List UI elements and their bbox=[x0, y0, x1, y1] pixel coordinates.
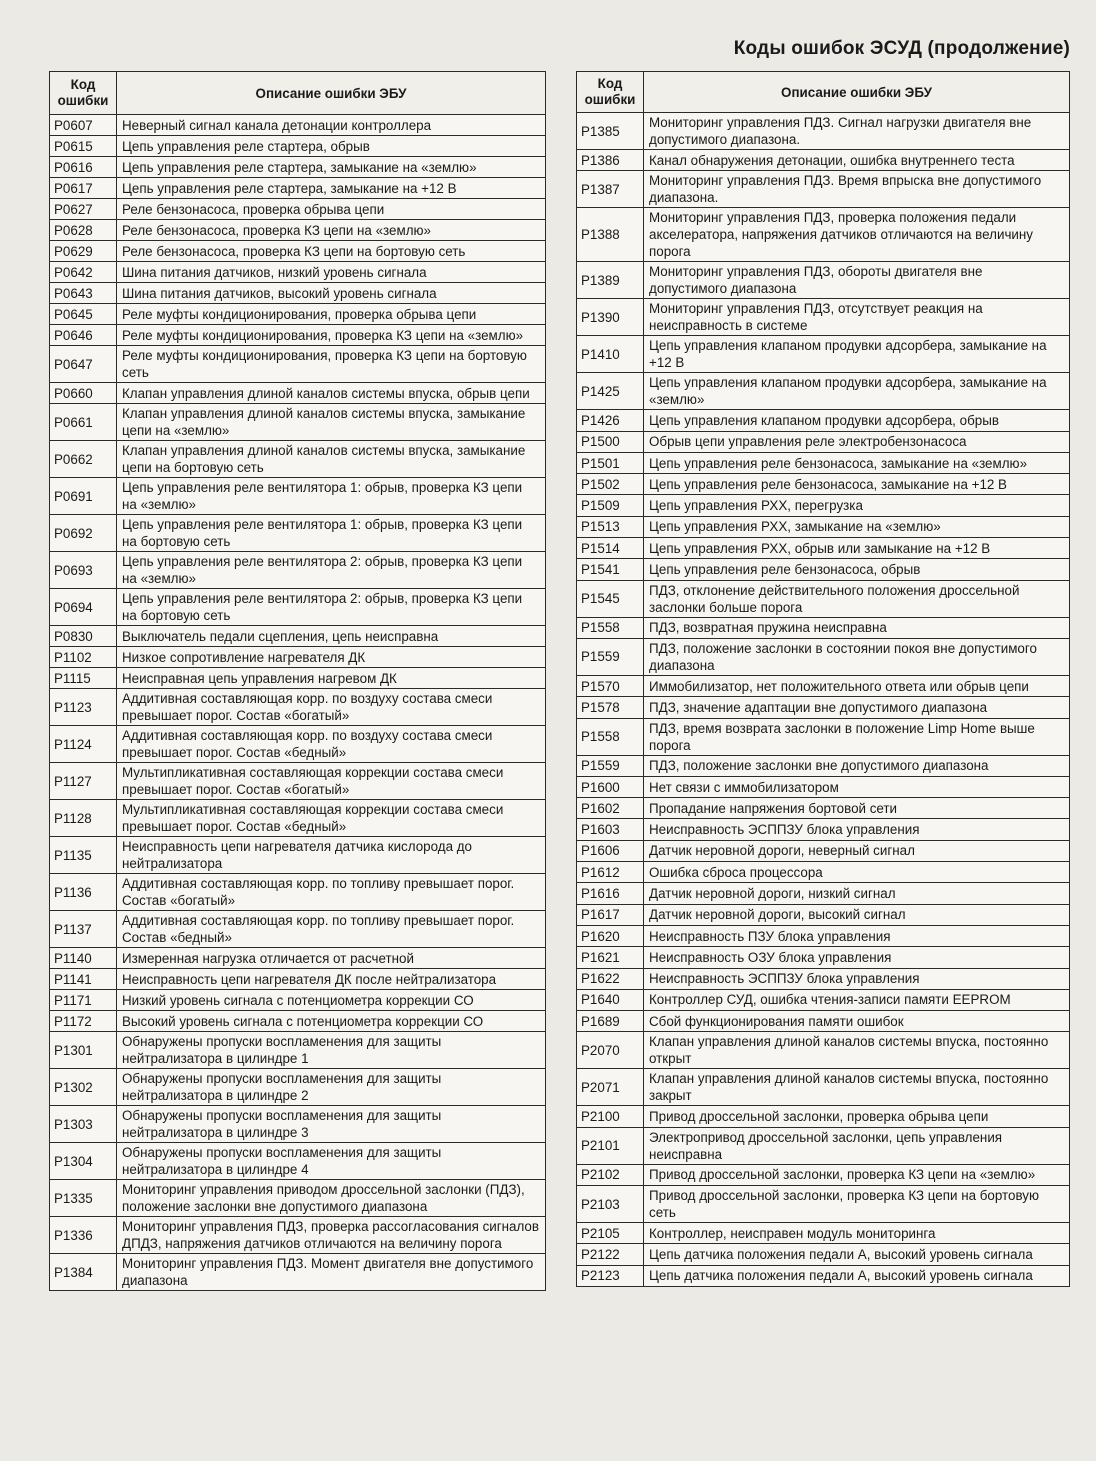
error-description: Цепь управления реле стартера, замыкание на «землю» bbox=[117, 157, 546, 178]
error-description: Обнаружены пропуски воспламенения для защиты нейтрализатора в цилиндре 1 bbox=[117, 1032, 546, 1069]
error-code: P2105 bbox=[577, 1223, 644, 1244]
error-code: P1387 bbox=[577, 171, 644, 208]
table-row bbox=[50, 1217, 546, 1254]
error-code: P1502 bbox=[577, 474, 644, 495]
error-code: P0615 bbox=[50, 136, 117, 157]
error-description: Датчик неровной дороги, низкий сигнал bbox=[644, 883, 1070, 904]
error-description: Цепь управления реле вентилятора 2: обрыв, проверка КЗ цепи на «землю» bbox=[117, 552, 546, 589]
error-description: Датчик неровной дороги, неверный сигнал bbox=[644, 840, 1070, 861]
error-code: P0645 bbox=[50, 304, 117, 325]
table-row bbox=[50, 178, 546, 199]
table-row bbox=[577, 904, 1070, 925]
error-description: Реле муфты кондиционирования, проверка обрыва цепи bbox=[117, 304, 546, 325]
error-description: Мониторинг управления ПДЗ, обороты двигателя вне допустимого диапазона bbox=[644, 262, 1070, 299]
error-code: P1606 bbox=[577, 840, 644, 861]
error-description: Пропадание напряжения бортовой сети bbox=[644, 798, 1070, 819]
table-body-left bbox=[50, 115, 546, 1291]
table-row bbox=[577, 516, 1070, 537]
error-code: P1603 bbox=[577, 819, 644, 840]
table-row bbox=[50, 1143, 546, 1180]
error-description: Измеренная нагрузка отличается от расчетной bbox=[117, 948, 546, 969]
error-code: P1389 bbox=[577, 262, 644, 299]
table-row bbox=[50, 515, 546, 552]
error-description: Реле бензонасоса, проверка КЗ цепи на бортовую сеть bbox=[117, 241, 546, 262]
error-description: Клапан управления длиной каналов системы впуска, постоянно закрыт bbox=[644, 1069, 1070, 1106]
error-code: P0661 bbox=[50, 404, 117, 441]
error-code: P1426 bbox=[577, 410, 644, 431]
page-title: Коды ошибок ЭСУД (продолжение) bbox=[733, 38, 1070, 59]
error-description: Мультипликативная составляющая коррекции состава смеси превышает порог. Состав «богатый» bbox=[117, 763, 546, 800]
error-description: Неверный сигнал канала детонации контроллера bbox=[117, 115, 546, 136]
table-row bbox=[577, 718, 1070, 755]
error-code: P0830 bbox=[50, 626, 117, 647]
table-row bbox=[577, 171, 1070, 208]
error-description: Мониторинг управления ПДЗ, проверка рассогласования сигналов ДПДЗ, напряжения датчиков отличаются на величину порога bbox=[117, 1217, 546, 1254]
error-code: P0694 bbox=[50, 589, 117, 626]
error-description: Мониторинг управления ПДЗ, проверка положения педали акселератора, напряжения датчиков отличаются на величину порога bbox=[644, 208, 1070, 262]
error-description: Аддитивная составляющая корр. по топливу превышает порог. Состав «богатый» bbox=[117, 874, 546, 911]
table-row bbox=[577, 1265, 1070, 1286]
error-description: ПДЗ, время возврата заслонки в положение Limp Home выше порога bbox=[644, 718, 1070, 755]
error-code: P2071 bbox=[577, 1069, 644, 1106]
table-row bbox=[50, 262, 546, 283]
table-row bbox=[577, 1011, 1070, 1032]
error-description: ПДЗ, положение заслонки в состоянии покоя вне допустимого диапазона bbox=[644, 638, 1070, 675]
table-row bbox=[577, 431, 1070, 452]
error-code: P0646 bbox=[50, 325, 117, 346]
error-code: P1558 bbox=[577, 718, 644, 755]
error-code: P1616 bbox=[577, 883, 644, 904]
error-code: P1425 bbox=[577, 373, 644, 410]
table-row bbox=[50, 668, 546, 689]
error-code: P2102 bbox=[577, 1164, 644, 1185]
error-code: P2100 bbox=[577, 1106, 644, 1127]
table-row bbox=[50, 283, 546, 304]
code-column-header: Код ошибки bbox=[50, 72, 117, 115]
error-code: P0662 bbox=[50, 441, 117, 478]
error-code: P1602 bbox=[577, 798, 644, 819]
table-row bbox=[577, 1032, 1070, 1069]
error-description: Контроллер СУД, ошибка чтения-записи памяти EEPROM bbox=[644, 989, 1070, 1010]
table-row bbox=[50, 1254, 546, 1291]
error-description: Сбой функционирования памяти ошибок bbox=[644, 1011, 1070, 1032]
error-description: Привод дроссельной заслонки, проверка обрыва цепи bbox=[644, 1106, 1070, 1127]
table-row bbox=[577, 262, 1070, 299]
error-description: ПДЗ, положение заслонки вне допустимого диапазона bbox=[644, 755, 1070, 776]
error-code: P1124 bbox=[50, 726, 117, 763]
table-row bbox=[577, 755, 1070, 776]
error-code: P1102 bbox=[50, 647, 117, 668]
error-code: P1689 bbox=[577, 1011, 644, 1032]
error-code: P1617 bbox=[577, 904, 644, 925]
error-description: Обнаружены пропуски воспламенения для защиты нейтрализатора в цилиндре 4 bbox=[117, 1143, 546, 1180]
error-description: Шина питания датчиков, низкий уровень сигнала bbox=[117, 262, 546, 283]
error-code: P1390 bbox=[577, 299, 644, 336]
error-description: Цепь управления РХХ, перегрузка bbox=[644, 495, 1070, 516]
table-row bbox=[577, 1127, 1070, 1164]
table-row bbox=[50, 478, 546, 515]
description-column-header: Описание ошибки ЭБУ bbox=[117, 72, 546, 115]
table-row bbox=[50, 948, 546, 969]
error-code: P2070 bbox=[577, 1032, 644, 1069]
error-code: P1622 bbox=[577, 968, 644, 989]
error-description: Неисправность ОЗУ блока управления bbox=[644, 947, 1070, 968]
error-code: P1541 bbox=[577, 559, 644, 580]
error-code: P1136 bbox=[50, 874, 117, 911]
error-description: Высокий уровень сигнала с потенциометра коррекции СО bbox=[117, 1011, 546, 1032]
error-code: P1304 bbox=[50, 1143, 117, 1180]
error-description: Мультипликативная составляющая коррекции состава смеси превышает порог. Состав «бедный» bbox=[117, 800, 546, 837]
table-row bbox=[50, 1106, 546, 1143]
table-row bbox=[50, 726, 546, 763]
table-row bbox=[50, 837, 546, 874]
error-description: Аддитивная составляющая корр. по воздуху состава смеси превышает порог. Состав «бедный» bbox=[117, 726, 546, 763]
error-description: Канал обнаружения детонации, ошибка внутреннего теста bbox=[644, 150, 1070, 171]
error-code: P1559 bbox=[577, 638, 644, 675]
table-row bbox=[577, 559, 1070, 580]
error-description: Цепь управления реле стартера, обрыв bbox=[117, 136, 546, 157]
table-row bbox=[50, 874, 546, 911]
error-code: P1303 bbox=[50, 1106, 117, 1143]
error-code: P1600 bbox=[577, 776, 644, 797]
table-row bbox=[50, 220, 546, 241]
table-row bbox=[577, 1164, 1070, 1185]
table-row bbox=[577, 452, 1070, 473]
table-row bbox=[577, 968, 1070, 989]
error-code: P0629 bbox=[50, 241, 117, 262]
table-row bbox=[577, 697, 1070, 718]
error-description: Низкое сопротивление нагревателя ДК bbox=[117, 647, 546, 668]
error-description: Аддитивная составляющая корр. по топливу превышает порог. Состав «бедный» bbox=[117, 911, 546, 948]
error-code: P1640 bbox=[577, 989, 644, 1010]
table-row bbox=[50, 763, 546, 800]
error-code: P1141 bbox=[50, 969, 117, 990]
error-description: Низкий уровень сигнала с потенциометра коррекции СО bbox=[117, 990, 546, 1011]
error-code: P0691 bbox=[50, 478, 117, 515]
error-codes-table-right bbox=[576, 71, 1070, 1287]
error-code: P2122 bbox=[577, 1244, 644, 1265]
table-row bbox=[50, 325, 546, 346]
table-row bbox=[50, 1032, 546, 1069]
error-description: Цепь управления РХХ, замыкание на «землю» bbox=[644, 516, 1070, 537]
table-header-row bbox=[577, 72, 1070, 113]
table-row bbox=[50, 969, 546, 990]
error-code: P0660 bbox=[50, 383, 117, 404]
error-description: Нет связи с иммобилизатором bbox=[644, 776, 1070, 797]
table-row bbox=[50, 1180, 546, 1217]
error-code: P1302 bbox=[50, 1069, 117, 1106]
table-row bbox=[577, 617, 1070, 638]
table-row bbox=[577, 1069, 1070, 1106]
error-code: P2101 bbox=[577, 1127, 644, 1164]
table-row bbox=[577, 989, 1070, 1010]
table-row bbox=[50, 346, 546, 383]
table-row bbox=[577, 495, 1070, 516]
error-code: P0617 bbox=[50, 178, 117, 199]
table-row bbox=[50, 647, 546, 668]
error-code: P0647 bbox=[50, 346, 117, 383]
table-row bbox=[577, 474, 1070, 495]
table-row bbox=[577, 299, 1070, 336]
table-row bbox=[50, 115, 546, 136]
error-description: Цепь управления реле бензонасоса, замыкание на +12 В bbox=[644, 474, 1070, 495]
table-row bbox=[577, 819, 1070, 840]
table-row bbox=[577, 208, 1070, 262]
error-code: P1301 bbox=[50, 1032, 117, 1069]
error-description: Обрыв цепи управления реле электробензонасоса bbox=[644, 431, 1070, 452]
error-description: ПДЗ, значение адаптации вне допустимого диапазона bbox=[644, 697, 1070, 718]
error-code: P0607 bbox=[50, 115, 117, 136]
error-description: Привод дроссельной заслонки, проверка КЗ цепи на бортовую сеть bbox=[644, 1186, 1070, 1223]
error-code: P1509 bbox=[577, 495, 644, 516]
table-row bbox=[577, 776, 1070, 797]
error-codes-table-left bbox=[49, 71, 546, 1291]
table-row bbox=[577, 1186, 1070, 1223]
table-row bbox=[50, 1011, 546, 1032]
error-code: P1115 bbox=[50, 668, 117, 689]
error-code: P1545 bbox=[577, 580, 644, 617]
error-description: Мониторинг управления ПДЗ. Время впрыска вне допустимого диапазона. bbox=[644, 171, 1070, 208]
error-code: P1385 bbox=[577, 113, 644, 150]
error-description: Выключатель педали сцепления, цепь неисправна bbox=[117, 626, 546, 647]
error-code: P0643 bbox=[50, 283, 117, 304]
error-description: Мониторинг управления приводом дроссельной заслонки (ПДЗ), положение заслонки вне допустимого диапазона bbox=[117, 1180, 546, 1217]
error-description: Иммобилизатор, нет положительного ответа или обрыв цепи bbox=[644, 675, 1070, 696]
table-row bbox=[50, 199, 546, 220]
error-code: P2103 bbox=[577, 1186, 644, 1223]
error-description: Цепь управления реле стартера, замыкание на +12 В bbox=[117, 178, 546, 199]
error-code: P1501 bbox=[577, 452, 644, 473]
table-row bbox=[50, 383, 546, 404]
error-code: P1135 bbox=[50, 837, 117, 874]
error-code: P1620 bbox=[577, 925, 644, 946]
error-code: P1513 bbox=[577, 516, 644, 537]
error-description: Ошибка сброса процессора bbox=[644, 862, 1070, 883]
error-code: P1123 bbox=[50, 689, 117, 726]
table-row bbox=[577, 862, 1070, 883]
error-description: Неисправность цепи нагревателя датчика кислорода до нейтрализатора bbox=[117, 837, 546, 874]
code-column-header: Код ошибки bbox=[577, 72, 644, 113]
error-code: P1386 bbox=[577, 150, 644, 171]
error-description: Привод дроссельной заслонки, проверка КЗ цепи на «землю» bbox=[644, 1164, 1070, 1185]
error-description: Неисправность ПЗУ блока управления bbox=[644, 925, 1070, 946]
error-description: Неисправность ЭСППЗУ блока управления bbox=[644, 819, 1070, 840]
error-code: P2123 bbox=[577, 1265, 644, 1286]
error-code: P0692 bbox=[50, 515, 117, 552]
table-row bbox=[577, 883, 1070, 904]
error-code: P1140 bbox=[50, 948, 117, 969]
error-description: Реле муфты кондиционирования, проверка КЗ цепи на бортовую сеть bbox=[117, 346, 546, 383]
error-description: Реле бензонасоса, проверка обрыва цепи bbox=[117, 199, 546, 220]
table-row bbox=[577, 840, 1070, 861]
error-description: ПДЗ, возвратная пружина неисправна bbox=[644, 617, 1070, 638]
error-code: P0693 bbox=[50, 552, 117, 589]
table-row bbox=[577, 373, 1070, 410]
table-row bbox=[577, 113, 1070, 150]
error-code: P1335 bbox=[50, 1180, 117, 1217]
error-description: Шина питания датчиков, высокий уровень сигнала bbox=[117, 283, 546, 304]
error-code: P1171 bbox=[50, 990, 117, 1011]
table-row bbox=[50, 911, 546, 948]
error-description: Клапан управления длиной каналов системы впуска, замыкание цепи на «землю» bbox=[117, 404, 546, 441]
error-code: P1128 bbox=[50, 800, 117, 837]
error-description: Цепь управления реле бензонасоса, обрыв bbox=[644, 559, 1070, 580]
table-row bbox=[50, 800, 546, 837]
error-description: Неисправность цепи нагревателя ДК после нейтрализатора bbox=[117, 969, 546, 990]
error-description: Цепь управления клапаном продувки адсорбера, обрыв bbox=[644, 410, 1070, 431]
error-description: Обнаружены пропуски воспламенения для защиты нейтрализатора в цилиндре 2 bbox=[117, 1069, 546, 1106]
table-row bbox=[50, 304, 546, 325]
error-description: Реле муфты кондиционирования, проверка КЗ цепи на «землю» bbox=[117, 325, 546, 346]
table-row bbox=[50, 589, 546, 626]
table-row bbox=[50, 689, 546, 726]
table-row bbox=[577, 675, 1070, 696]
error-description: Реле бензонасоса, проверка КЗ цепи на «землю» bbox=[117, 220, 546, 241]
error-code: P1559 bbox=[577, 755, 644, 776]
error-code: P1410 bbox=[577, 336, 644, 373]
error-description: Цепь управления реле вентилятора 1: обрыв, проверка КЗ цепи на «землю» bbox=[117, 478, 546, 515]
error-description: Мониторинг управления ПДЗ. Сигнал нагрузки двигателя вне допустимого диапазона. bbox=[644, 113, 1070, 150]
table-row bbox=[50, 441, 546, 478]
error-description: Клапан управления длиной каналов системы впуска, постоянно открыт bbox=[644, 1032, 1070, 1069]
error-code: P1388 bbox=[577, 208, 644, 262]
error-description: Мониторинг управления ПДЗ. Момент двигателя вне допустимого диапазона bbox=[117, 1254, 546, 1291]
error-description: Клапан управления длиной каналов системы впуска, обрыв цепи bbox=[117, 383, 546, 404]
error-description: Мониторинг управления ПДЗ, отсутствует реакция на неисправность в системе bbox=[644, 299, 1070, 336]
table-row bbox=[50, 626, 546, 647]
error-code: P0642 bbox=[50, 262, 117, 283]
error-code: P1500 bbox=[577, 431, 644, 452]
error-description: Контроллер, неисправен модуль мониторинга bbox=[644, 1223, 1070, 1244]
table-body-right bbox=[577, 113, 1070, 1287]
error-description: Цепь управления РХХ, обрыв или замыкание на +12 В bbox=[644, 538, 1070, 559]
error-description: Цепь датчика положения педали А, высокий уровень сигнала bbox=[644, 1265, 1070, 1286]
table-row bbox=[577, 1106, 1070, 1127]
error-code: P0628 bbox=[50, 220, 117, 241]
table-row bbox=[50, 1069, 546, 1106]
table-row bbox=[577, 1244, 1070, 1265]
table-row bbox=[577, 925, 1070, 946]
error-code: P1570 bbox=[577, 675, 644, 696]
table-row bbox=[577, 410, 1070, 431]
error-description: Цепь управления реле бензонасоса, замыкание на «землю» bbox=[644, 452, 1070, 473]
error-description: Электропривод дроссельной заслонки, цепь управления неисправна bbox=[644, 1127, 1070, 1164]
table-row bbox=[50, 157, 546, 178]
error-code: P1558 bbox=[577, 617, 644, 638]
error-code: P1621 bbox=[577, 947, 644, 968]
error-code: P1336 bbox=[50, 1217, 117, 1254]
error-description: Цепь управления клапаном продувки адсорбера, замыкание на «землю» bbox=[644, 373, 1070, 410]
table-header-row bbox=[50, 72, 546, 115]
error-description: Цепь управления реле вентилятора 1: обрыв, проверка КЗ цепи на бортовую сеть bbox=[117, 515, 546, 552]
error-description: Неисправная цепь управления нагревом ДК bbox=[117, 668, 546, 689]
error-code: P0627 bbox=[50, 199, 117, 220]
error-code: P1384 bbox=[50, 1254, 117, 1291]
table-row bbox=[577, 638, 1070, 675]
error-code: P1127 bbox=[50, 763, 117, 800]
error-description: Цепь управления реле вентилятора 2: обрыв, проверка КЗ цепи на бортовую сеть bbox=[117, 589, 546, 626]
table-row bbox=[50, 404, 546, 441]
table-row bbox=[50, 552, 546, 589]
error-description: ПДЗ, отклонение действительного положения дроссельной заслонки больше порога bbox=[644, 580, 1070, 617]
table-row bbox=[50, 136, 546, 157]
error-description: Датчик неровной дороги, высокий сигнал bbox=[644, 904, 1070, 925]
error-code: P1137 bbox=[50, 911, 117, 948]
error-description: Клапан управления длиной каналов системы впуска, замыкание цепи на бортовую сеть bbox=[117, 441, 546, 478]
table-row bbox=[577, 798, 1070, 819]
table-row bbox=[50, 990, 546, 1011]
table-row bbox=[577, 580, 1070, 617]
error-code: P1578 bbox=[577, 697, 644, 718]
table-row bbox=[577, 336, 1070, 373]
error-description: Цепь датчика положения педали А, высокий уровень сигнала bbox=[644, 1244, 1070, 1265]
error-code: P0616 bbox=[50, 157, 117, 178]
error-code: P1514 bbox=[577, 538, 644, 559]
table-row bbox=[577, 1223, 1070, 1244]
error-code: P1172 bbox=[50, 1011, 117, 1032]
error-description: Аддитивная составляющая корр. по воздуху состава смеси превышает порог. Состав «богатый» bbox=[117, 689, 546, 726]
table-row bbox=[577, 538, 1070, 559]
table-row bbox=[577, 150, 1070, 171]
error-description: Неисправность ЭСППЗУ блока управления bbox=[644, 968, 1070, 989]
error-description: Обнаружены пропуски воспламенения для защиты нейтрализатора в цилиндре 3 bbox=[117, 1106, 546, 1143]
table-row bbox=[577, 947, 1070, 968]
error-description: Цепь управления клапаном продувки адсорбера, замыкание на +12 В bbox=[644, 336, 1070, 373]
description-column-header: Описание ошибки ЭБУ bbox=[644, 72, 1070, 113]
table-row bbox=[50, 241, 546, 262]
error-code: P1612 bbox=[577, 862, 644, 883]
